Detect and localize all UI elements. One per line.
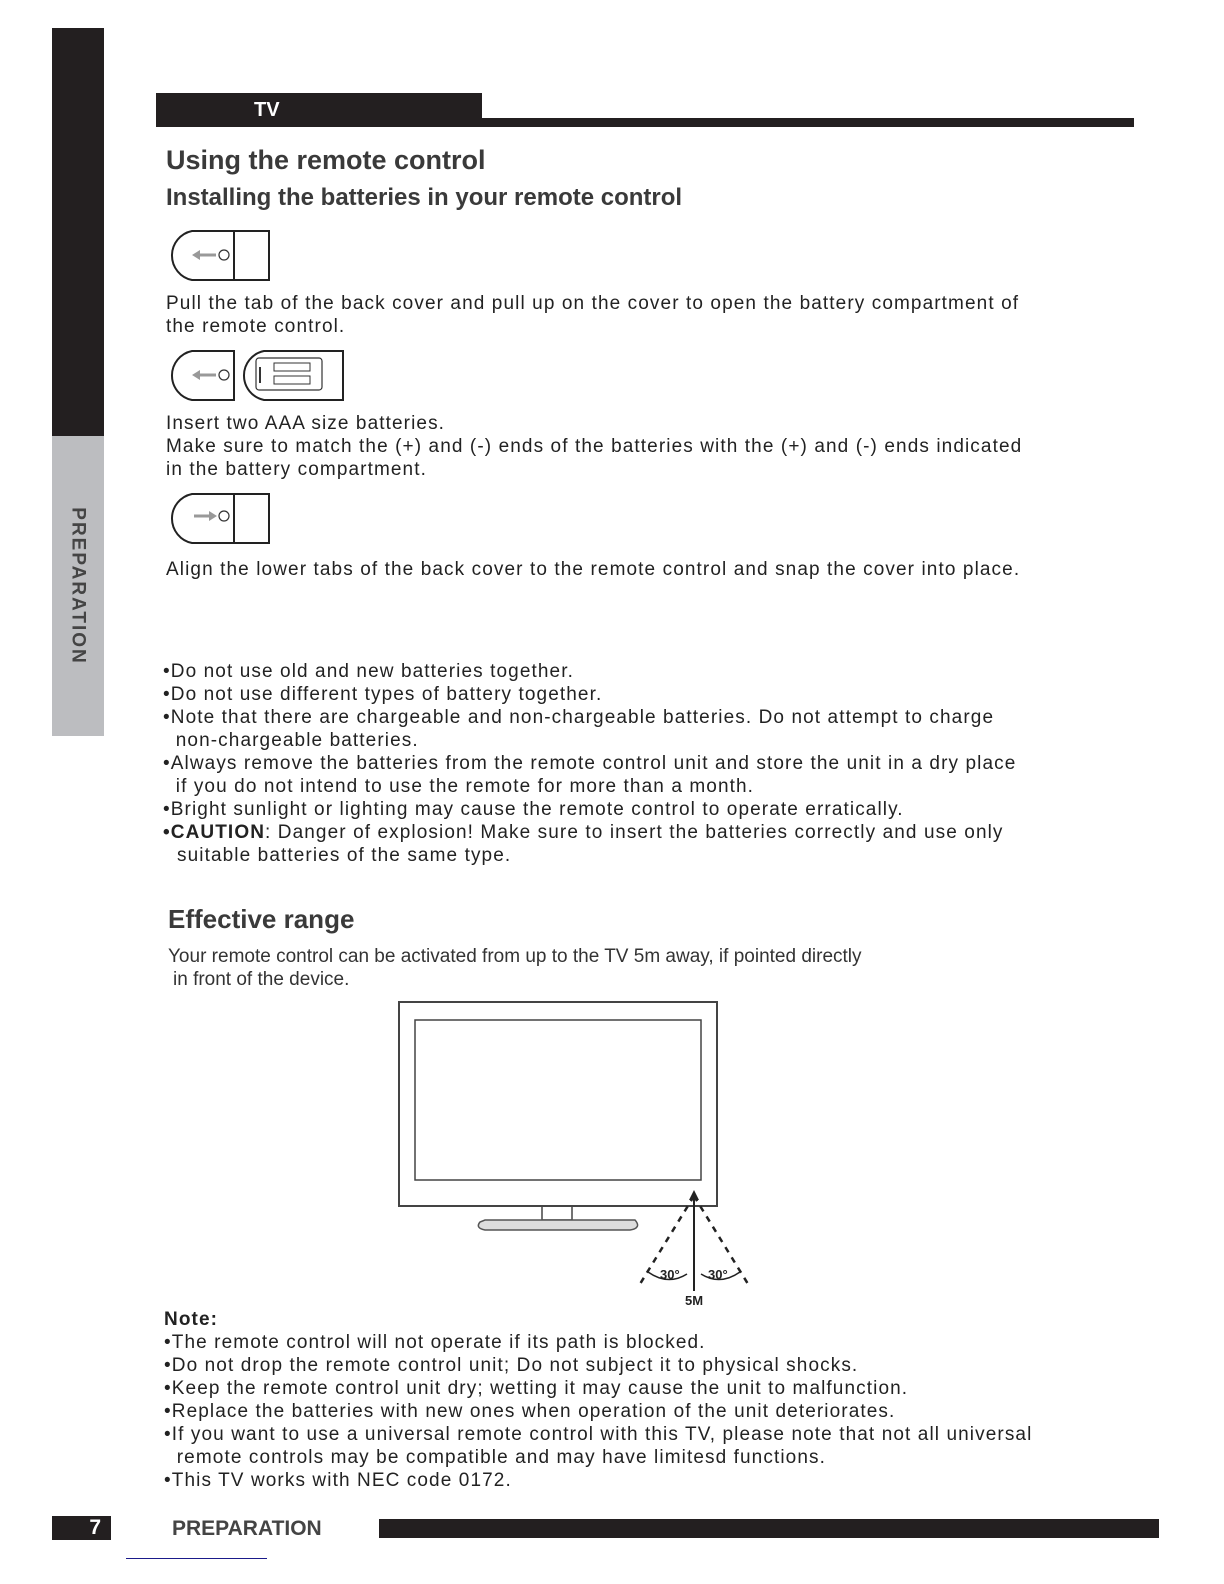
caution-cont: suitable batteries of the same type. xyxy=(177,845,512,866)
note-line: remote controls may be compatible and may have limitesd functions. xyxy=(164,1447,826,1468)
footer-section-label: PREPARATION xyxy=(172,1517,322,1540)
angle-right-label: 30° xyxy=(708,1267,728,1282)
footer-underline xyxy=(126,1558,267,1559)
step-1-text-1: Pull the tab of the back cover and pull up on the cover to open the battery compartment of xyxy=(166,293,1020,314)
section-subtitle: Installing the batteries in your remote control xyxy=(166,184,683,211)
step-2-text-2: Make sure to match the (+) and (-) ends of the batteries with the (+) and (-) ends indicated xyxy=(166,436,1023,457)
note-title: Note: xyxy=(164,1309,219,1330)
header-tab-label: TV xyxy=(254,99,280,121)
step-1-text-2: the remote control. xyxy=(166,316,346,337)
range-text-1: Your remote control can be activated from up to the TV 5m away, if pointed directly xyxy=(168,946,862,967)
caution-text: : Danger of explosion! Make sure to insert the batteries correctly and use only xyxy=(265,822,1004,843)
side-tab-label: PREPARATION xyxy=(68,507,89,665)
note-line: •The remote control will not operate if its path is blocked. xyxy=(164,1332,706,1353)
remote-close-cover-icon xyxy=(164,492,274,546)
warning-line: •Do not use old and new batteries together. xyxy=(163,661,574,682)
tv-frame xyxy=(399,1002,717,1206)
note-line: •Do not drop the remote control unit; Do not subject it to physical shocks. xyxy=(164,1355,859,1376)
note-line: •If you want to use a universal remote control with this TV, please note that not all universal xyxy=(164,1424,1033,1445)
header-tab xyxy=(156,93,482,127)
caution-line xyxy=(163,822,1016,845)
step-2-text-1: Insert two AAA size batteries. xyxy=(166,413,446,434)
note-line: •Keep the remote control unit dry; wetting it may cause the unit to malfunction. xyxy=(164,1378,909,1399)
effective-range-title: Effective range xyxy=(168,904,355,934)
header-rule xyxy=(482,118,1134,127)
note-line: •Replace the batteries with new ones when operation of the unit deteriorates. xyxy=(164,1401,896,1422)
remote-open-cover-icon xyxy=(164,229,274,283)
warning-line: non-chargeable batteries. xyxy=(163,730,419,751)
page-number: 7 xyxy=(89,1516,101,1539)
tv-range-diagram xyxy=(390,996,770,1311)
tv-stand xyxy=(478,1220,637,1230)
tv-screen xyxy=(415,1020,701,1180)
angle-left-label: 30° xyxy=(660,1267,680,1282)
step-3-text: Align the lower tabs of the back cover to the remote control and snap the cover into place. xyxy=(166,559,1021,580)
remote-insert-batteries-icon xyxy=(164,349,348,403)
warning-line: if you do not intend to use the remote for more than a month. xyxy=(163,776,755,797)
step-2-text-3: in the battery compartment. xyxy=(166,459,427,480)
warning-line: •Note that there are chargeable and non-chargeable batteries. Do not attempt to charge xyxy=(163,707,995,728)
tv-neck xyxy=(542,1206,572,1220)
page-title: Using the remote control xyxy=(166,145,486,175)
page-number-box xyxy=(52,1516,111,1540)
side-tab-dark xyxy=(52,28,104,436)
note-section xyxy=(164,1309,1032,1493)
footer-rule xyxy=(379,1519,1159,1538)
caution-bullet: • xyxy=(163,822,171,843)
note-line: •This TV works with NEC code 0172. xyxy=(164,1470,512,1491)
warning-line: •Bright sunlight or lighting may cause the remote control to operate erratically. xyxy=(163,799,904,820)
range-text-2: in front of the device. xyxy=(173,969,350,990)
warning-line: •Always remove the batteries from the remote control unit and store the unit in a dry place xyxy=(163,753,1017,774)
battery-warnings xyxy=(163,661,1016,868)
distance-label: 5M xyxy=(685,1293,704,1308)
caution-label: CAUTION xyxy=(170,822,266,843)
side-tab xyxy=(52,436,104,736)
warning-line: •Do not use different types of battery together. xyxy=(163,684,603,705)
